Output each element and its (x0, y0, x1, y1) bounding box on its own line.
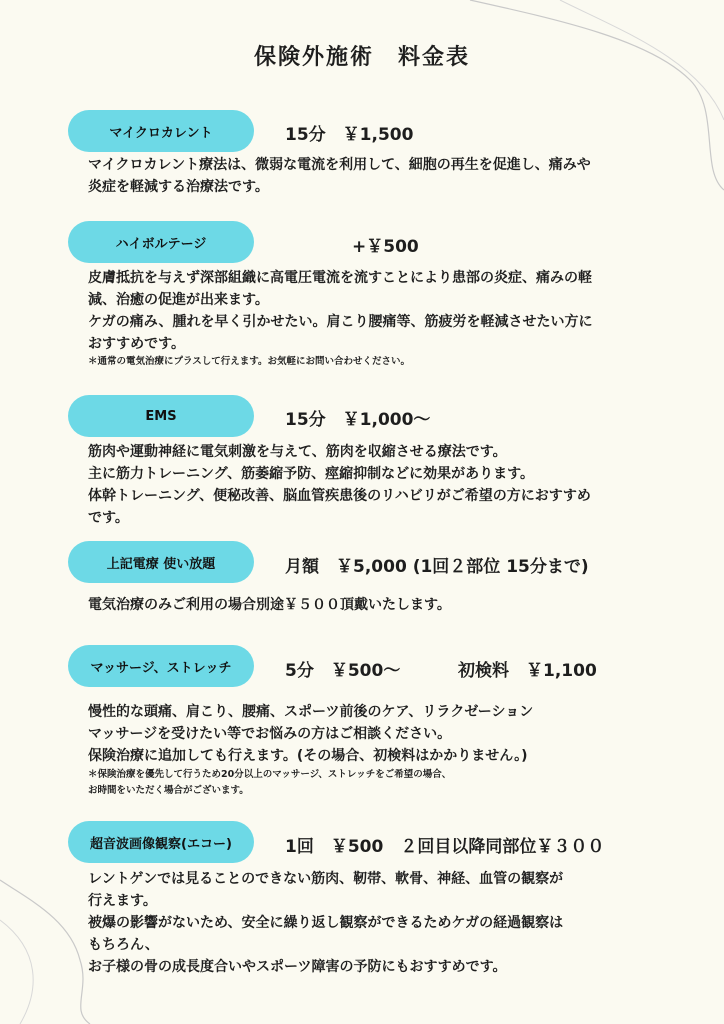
description-line: 炎症を軽減する治療法です。 (88, 179, 269, 195)
price-ultrasound: 1回 ￥500 ２回目以降同部位￥３００ (285, 837, 605, 857)
service-label-ems: EMS (68, 395, 254, 437)
service-label-microcurrent: マイクロカレント (68, 110, 254, 152)
note-line: ＊保険治療を優先して行うため20分以上のマッサージ、ストレッチをご希望の場合、 (88, 769, 452, 780)
description-line: 慢性的な頭痛、肩こり、腰痛、スポーツ前後のケア、リラクゼーション (88, 704, 534, 720)
page-title: 保険外施術 料金表 (253, 45, 470, 70)
note-line: お時間をいただく場合がございます。 (88, 785, 249, 796)
price-first-visit-fee: 初検料 ￥1,100 (458, 661, 597, 681)
price-ems: 15分 ￥1,000〜 (285, 410, 431, 430)
price-high-voltage: +￥500 (352, 237, 419, 257)
description-line: 行えます。 (88, 893, 157, 909)
description-line: ケガの痛み、腫れを早く引かせたい。肩こり腰痛等、筋疲労を軽減させたい方に (88, 314, 593, 330)
description-line: レントゲンでは見ることのできない筋肉、靭帯、軟骨、神経、血管の観察が (88, 871, 564, 887)
description-massage-stretch (88, 701, 678, 767)
description-line: マイクロカレント療法は、微弱な電流を利用して、細胞の再生を促進し、痛みや (88, 157, 591, 173)
description-line: マッサージを受けたい等でお悩みの方はご相談ください。 (88, 726, 452, 742)
description-line: です。 (88, 510, 129, 526)
description-line: 電気治療のみご利用の場合別途￥５００頂戴いたします。 (88, 597, 451, 613)
description-line: おすすめです。 (88, 336, 186, 352)
description-line: 主に筋力トレーニング、筋萎縮予防、痙縮抑制などに効果があります。 (88, 466, 535, 482)
description-line: 保険治療に追加しても行えます。(その場合、初検料はかかりません。) (88, 748, 528, 764)
note-high-voltage (88, 354, 678, 370)
description-line: 筋肉や運動神経に電気刺激を与えて、筋肉を収縮させる療法です。 (88, 444, 507, 460)
service-label-massage-stretch: マッサージ、ストレッチ (68, 645, 254, 687)
description-ems (88, 441, 678, 529)
description-line: 被爆の影響がないため、安全に繰り返し観察ができるためケガの経過観察は (88, 915, 564, 931)
description-line: 皮膚抵抗を与えず深部組織に高電圧電流を流すことにより患部の炎症、痛みの軽 (88, 270, 592, 286)
price-massage-stretch: 5分 ￥500〜 (285, 661, 401, 681)
note-massage-stretch (88, 767, 678, 799)
description-line: もちろん、 (88, 937, 159, 953)
service-label-ultrasound: 超音波画像観察(エコー) (68, 821, 254, 863)
description-line: お子様の骨の成長度合いやスポーツ障害の予防にもおすすめです。 (88, 959, 507, 975)
price-microcurrent: 15分 ￥1,500 (285, 125, 414, 145)
note-line: ＊通常の電気治療にプラスして行えます。お気軽にお問い合わせください。 (88, 356, 410, 367)
description-high-voltage (88, 267, 678, 355)
description-unlimited-electrotherapy (88, 594, 678, 616)
description-ultrasound (88, 868, 678, 978)
description-line: 体幹トレーニング、便秘改善、脳血管疾患後のリハビリがご希望の方におすすめ (88, 488, 591, 504)
price-unlimited-electrotherapy: 月額 ￥5,000 (1回２部位 15分まで) (285, 557, 589, 577)
service-label-high-voltage: ハイボルテージ (68, 221, 254, 263)
description-microcurrent (88, 154, 678, 198)
service-label-unlimited-electrotherapy: 上記電療 使い放題 (68, 541, 254, 583)
description-line: 減、治癒の促進が出来ます。 (88, 292, 269, 308)
